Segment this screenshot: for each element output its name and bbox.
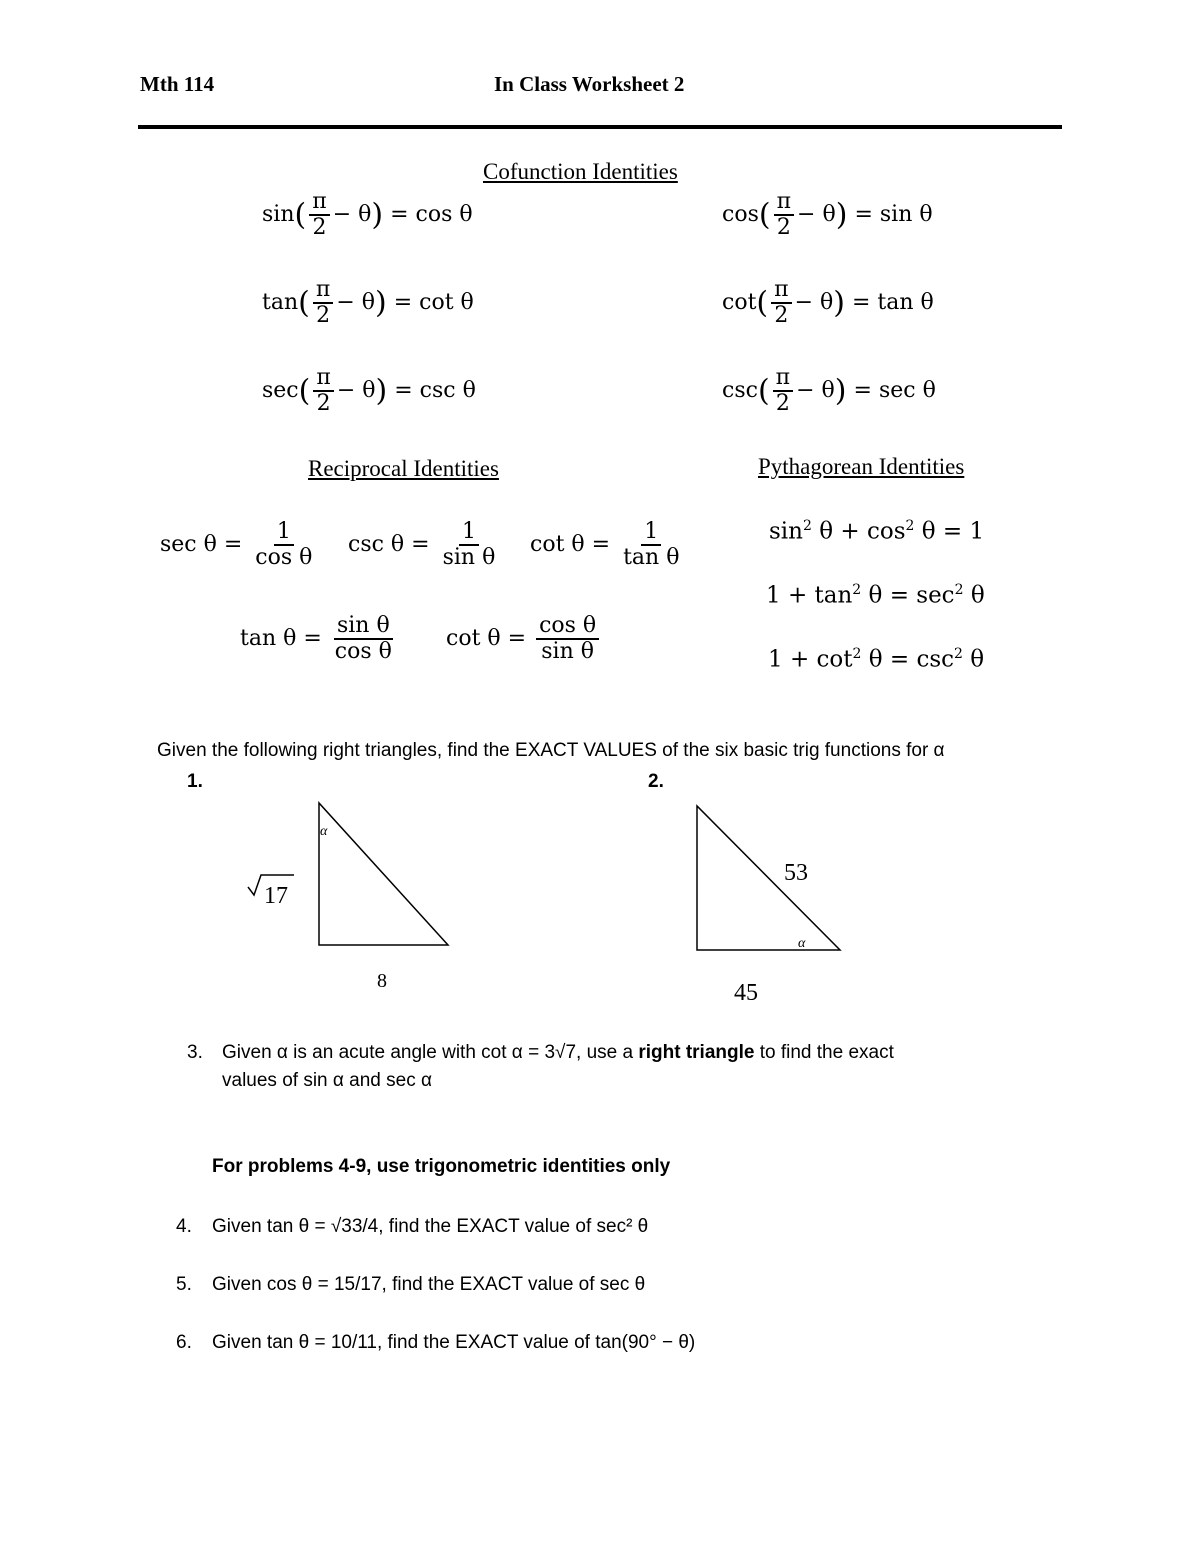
denominator: cos θ	[255, 545, 313, 571]
identities-note: For problems 4-9, use trigonometric identities only	[212, 1156, 671, 1177]
term: 1 + tan	[766, 582, 853, 609]
triangle-1-shape	[319, 803, 448, 945]
pythagorean-identity-2	[766, 582, 985, 609]
denominator: sin θ	[541, 639, 594, 665]
minus-theta: − θ	[332, 202, 372, 228]
fn-label: cot	[722, 290, 757, 316]
triangle-1-side-left: 17	[264, 883, 288, 909]
term: θ	[970, 582, 985, 609]
term: θ = sec	[868, 582, 955, 609]
fn-label: sec	[262, 378, 299, 404]
minus-theta: − θ	[336, 290, 375, 316]
denominator: tan θ	[623, 545, 680, 571]
fn-label: tan	[262, 290, 299, 316]
problem-3-bold: right triangle	[638, 1042, 755, 1063]
lhs: csc θ =	[348, 532, 430, 558]
triangle-1-figure	[230, 795, 480, 1000]
result: = cos θ	[390, 202, 473, 228]
quotient-tan	[240, 614, 398, 664]
minus-theta: − θ	[336, 378, 376, 404]
term: θ = 1	[921, 518, 985, 545]
cofunction-identity-1-left: sin( $\frac{\pi}{2}$ − θ) = cos θ	[262, 189, 473, 241]
cofunction-identity-3-right: csc( $\frac{\pi}{2}$ − θ) = sec θ	[722, 365, 936, 417]
numerator: 1	[459, 520, 479, 546]
worksheet-title: In Class Worksheet 2	[494, 72, 685, 96]
pythagorean-identity-3	[768, 646, 984, 673]
quotient-cot	[446, 614, 602, 664]
reciprocal-sec	[160, 520, 318, 570]
triangle-1-side-bottom: 8	[377, 970, 387, 992]
result: = sin θ	[854, 202, 933, 228]
lhs: tan θ =	[240, 626, 322, 652]
problem-2-number: 2.	[648, 771, 664, 792]
triangles-instructions: Given the following right triangles, find the EXACT VALUES of the six basic trig functions for α	[157, 740, 945, 761]
exponent: 2	[905, 518, 915, 534]
problem-3-text-b: to find the exact	[754, 1042, 894, 1063]
denominator: cos θ	[334, 639, 392, 665]
minus-theta: − θ	[797, 202, 836, 228]
term: θ	[970, 646, 985, 673]
problem-5-number: 5.	[176, 1274, 192, 1295]
cofunction-identity-1-right: cos( $\frac{\pi}{2}$ − θ) = sin θ	[722, 189, 933, 241]
exponent: 2	[852, 582, 862, 598]
two-symbol: 2	[774, 303, 789, 329]
problem-3-line-1	[222, 1042, 894, 1064]
two-symbol: 2	[775, 391, 790, 417]
problem-3-text-a: Given α is an acute angle with cot α = 3√7, use a	[222, 1042, 639, 1063]
pi-symbol: π	[313, 278, 333, 304]
course-code: Mth 114	[140, 72, 215, 96]
numerator: sin θ	[334, 614, 393, 640]
fn-label: csc	[722, 378, 758, 404]
result: = csc θ	[394, 378, 476, 404]
triangle-2-shape	[697, 806, 840, 950]
exponent: 2	[852, 646, 862, 662]
numerator: 1	[274, 520, 294, 546]
pythagorean-title: Pythagorean Identities	[758, 454, 965, 479]
problem-4-number: 4.	[176, 1216, 192, 1237]
reciprocal-title: Reciprocal Identities	[308, 456, 499, 481]
term: θ + cos	[819, 518, 906, 545]
result: = sec θ	[853, 378, 936, 404]
problem-5-text: Given cos θ = 15/17, find the EXACT value of sec θ	[212, 1274, 646, 1295]
term: 1 + cot	[768, 646, 853, 673]
triangle-2-figure	[680, 795, 880, 1010]
header-rule	[138, 125, 1062, 129]
two-symbol: 2	[316, 391, 331, 417]
two-symbol: 2	[312, 215, 327, 241]
problem-3-line-2: values of sin α and sec α	[222, 1070, 432, 1091]
cofunction-identity-3-left: sec( $\frac{\pi}{2}$ − θ) = csc θ	[262, 365, 476, 417]
cofunction-identity-2-left: tan( $\frac{\pi}{2}$ − θ) = cot θ	[262, 277, 474, 329]
fn-label: sin	[262, 202, 295, 228]
numerator: cos θ	[536, 614, 599, 640]
exponent: 2	[954, 646, 963, 662]
two-symbol: 2	[776, 215, 791, 241]
term: θ = csc	[868, 646, 955, 673]
problem-6-number: 6.	[176, 1332, 192, 1353]
pythagorean-identity-1	[769, 518, 984, 545]
term: sin	[769, 518, 803, 545]
result: = cot θ	[393, 290, 474, 316]
triangle-1-alpha: α	[320, 824, 328, 839]
pi-symbol: π	[771, 278, 791, 304]
triangle-2-side-bottom: 45	[734, 980, 758, 1006]
lhs: cot θ =	[446, 626, 527, 652]
minus-theta: − θ	[796, 378, 835, 404]
pi-symbol: π	[309, 190, 329, 216]
lhs: cot θ =	[530, 532, 611, 558]
denominator: sin θ	[442, 545, 496, 571]
triangle-2-hypotenuse: 53	[784, 860, 808, 886]
problem-1-number: 1.	[187, 771, 203, 792]
problem-4-text: Given tan θ = √33/4, find the EXACT value of sec² θ	[212, 1216, 649, 1237]
problem-3-number: 3.	[187, 1042, 203, 1063]
exponent: 2	[954, 582, 964, 598]
problem-6-text: Given tan θ = 10/11, find the EXACT value of tan(90° − θ)	[212, 1332, 696, 1353]
reciprocal-cot	[530, 520, 685, 570]
fn-label: cos	[722, 202, 759, 228]
cofunction-identity-2-right: cot( $\frac{\pi}{2}$ − θ) = tan θ	[722, 277, 934, 329]
two-symbol: 2	[316, 303, 331, 329]
pi-symbol: π	[773, 366, 793, 392]
cofunction-title: Cofunction Identities	[483, 159, 678, 184]
numerator: 1	[641, 520, 661, 546]
reciprocal-csc	[348, 520, 501, 570]
exponent: 2	[802, 518, 812, 534]
lhs: sec θ =	[160, 532, 243, 558]
pi-symbol: π	[774, 190, 794, 216]
result: = tan θ	[852, 290, 934, 316]
pi-symbol: π	[313, 366, 333, 392]
triangle-2-alpha: α	[798, 936, 806, 951]
minus-theta: − θ	[794, 290, 834, 316]
